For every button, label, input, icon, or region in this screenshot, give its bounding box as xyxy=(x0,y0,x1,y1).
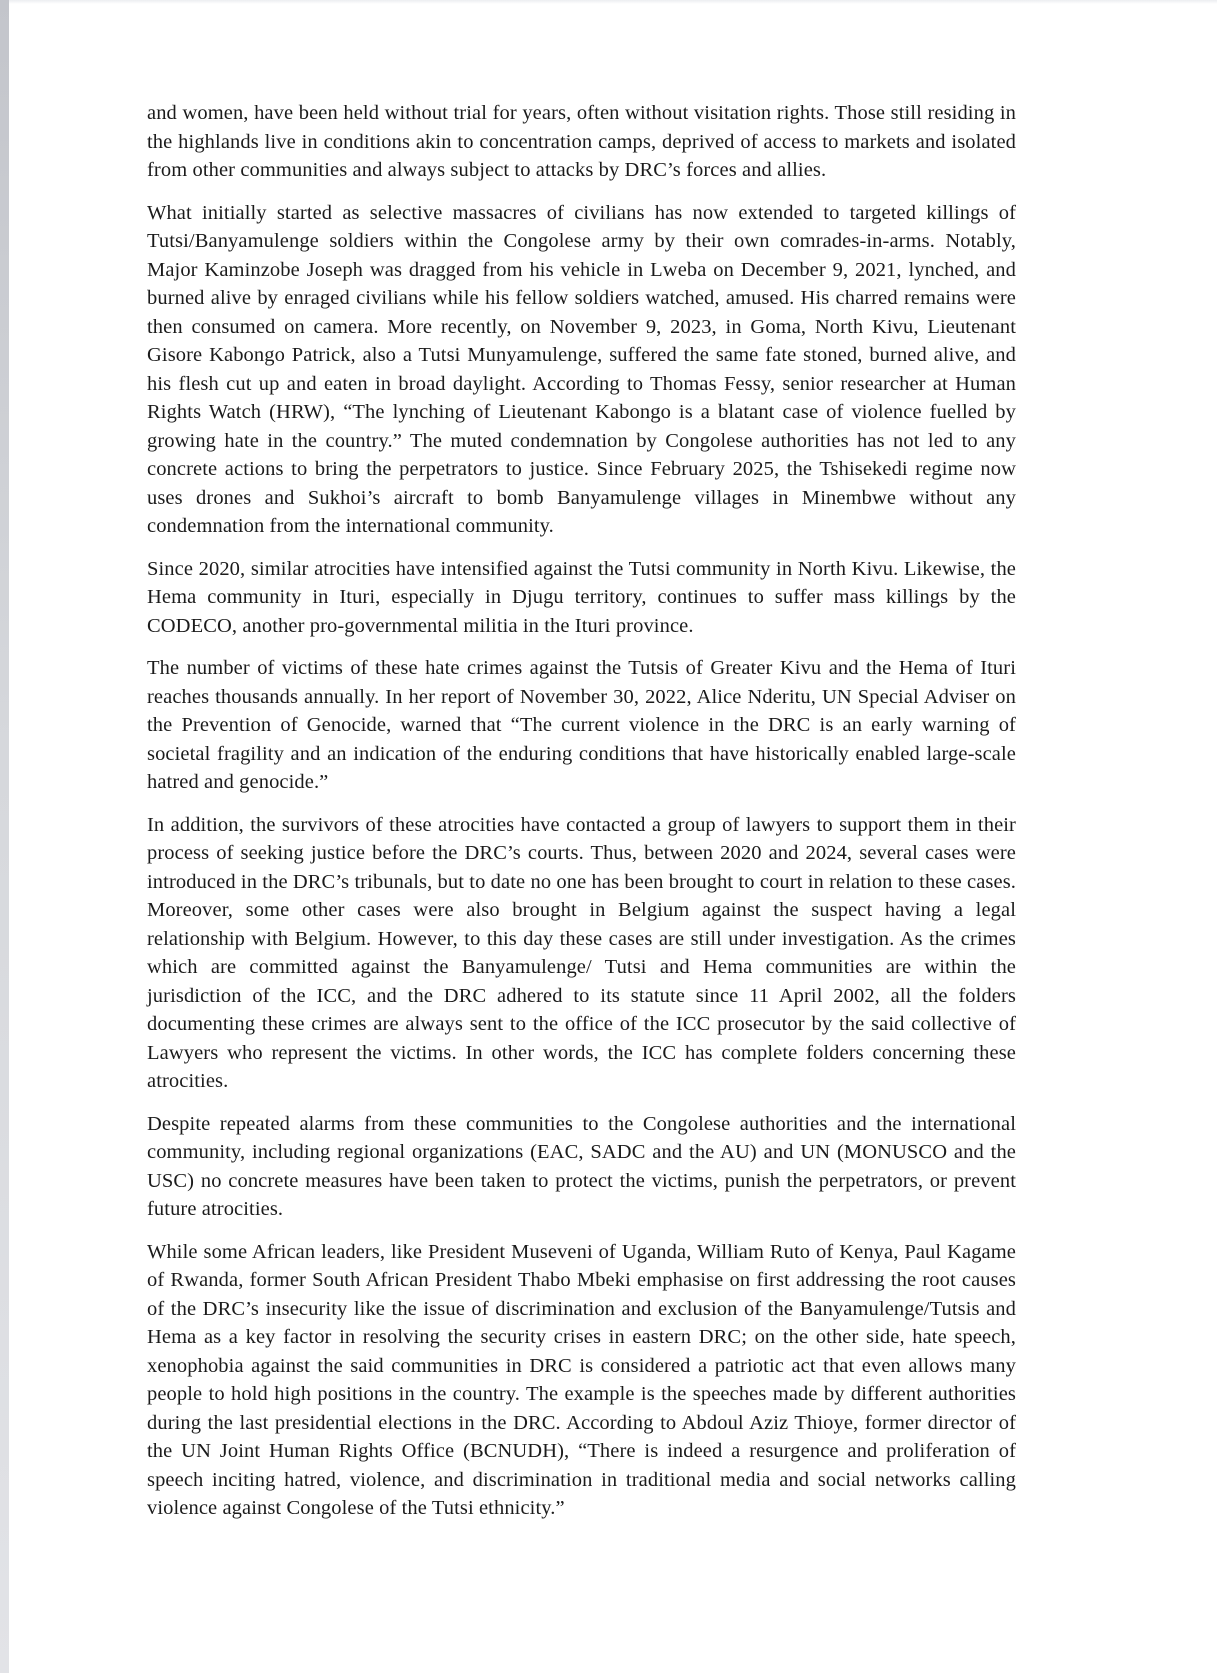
viewer-left-edge xyxy=(0,0,9,1673)
document-body-text xyxy=(147,99,1016,1523)
paragraph: Since 2020, similar atrocities have intensified against the Tutsi community in North Kivu. Likewise, the Hema community in Ituri, especially in Djugu territory, continues to suffer mass killings by the CODECO, another pro-governmental militia in the Ituri province. xyxy=(147,557,1016,637)
paragraph: The number of victims of these hate crimes against the Tutsis of Greater Kivu and the Hema of Ituri reaches thousands annually. In her report of November 30, 2022, Alice Nderitu, UN Special Adviser on the Prevention of Genocide, warned that “The current violence in the DRC is an early warning of societal fragility and an indication of the enduring conditions that have historically enabled large-scale hatred and genocide.” xyxy=(147,657,1016,793)
viewer-top-edge xyxy=(9,0,1217,4)
paragraph: While some African leaders, like President Museveni of Uganda, William Ruto of Kenya, Paul Kagame of Rwanda, former South African President Thabo Mbeki emphasise on first addressing the root causes of the DRC’s insecurity like the issue of discrimination and exclusion of the Banyamulenge/Tutsis and Hema as a key factor in resolving the security crises in eastern DRC; on the other side, hate speech, xenophobia against the said communities in DRC is considered a patriotic act that even allows many people to hold high positions in the country. The example is the speeches made by different authorities during the last presidential elections in the DRC. According to Abdoul Aziz Thioye, former director of the UN Joint Human Rights Office (BCNUDH), “There is indeed a resurgence and proliferation of speech inciting hatred, violence, and discrimination in traditional media and social networks calling violence against Congolese of the Tutsi ethnicity.” xyxy=(147,1240,1016,1519)
paragraph: In addition, the survivors of these atrocities have contacted a group of lawyers to support them in their process of seeking justice before the DRC’s courts. Thus, between 2020 and 2024, several cases were introduced in the DRC’s tribunals, but to date no one has been brought to court in relation to these cases. Moreover, some other cases were also brought in Belgium against the suspect having a legal relationship with Belgium. However, to this day these cases are still under investigation. As the crimes which are committed against the Banyamulenge/ Tutsi and Hema communities are within the jurisdiction of the ICC, and the DRC adhered to its statute since 11 April 2002, all the folders documenting these crimes are always sent to the office of the ICC prosecutor by the said collective of Lawyers who represent the victims. In other words, the ICC has complete folders concerning these atrocities. xyxy=(147,813,1016,1092)
paragraph: What initially started as selective massacres of civilians has now extended to targeted killings of Tutsi/Banyamulenge soldiers within the Congolese army by their own comrades-in-arms. Notably, Major Kaminzobe Joseph was dragged from his vehicle in Lweba on December 9, 2021, lynched, and burned alive by enraged civilians while his fellow soldiers watched, amused. His charred remains were then consumed on camera. More recently, on November 9, 2023, in Goma, North Kivu, Lieutenant Gisore Kabongo Patrick, also a Tutsi Munyamulenge, suffered the same fate stoned, burned alive, and his flesh cut up and eaten in broad daylight. According to Thomas Fessy, senior researcher at Human Rights Watch (HRW), “The lynching of Lieutenant Kabongo is a blatant case of violence fuelled by growing hate in the country.” The muted condemnation by Congolese authorities has not led to any concrete actions to bring the perpetrators to justice. Since February 2025, the Tshisekedi regime now uses drones and Sukhoi’s aircraft to bomb Banyamulenge villages in Minembwe without any condemnation from the international community. xyxy=(147,201,1016,537)
paragraph: Despite repeated alarms from these communities to the Congolese authorities and the international community, including regional organizations (EAC, SADC and the AU) and UN (MONUSCO and the USC) no concrete measures have been taken to protect the victims, punish the perpetrators, or prevent future atrocities. xyxy=(147,1112,1016,1220)
paragraph: and women, have been held without trial for years, often without visitation rights. Those still residing in the highlands live in conditions akin to concentration camps, deprived of access to markets and isolated from other communities and always subject to attacks by DRC’s forces and allies. xyxy=(147,102,1016,181)
